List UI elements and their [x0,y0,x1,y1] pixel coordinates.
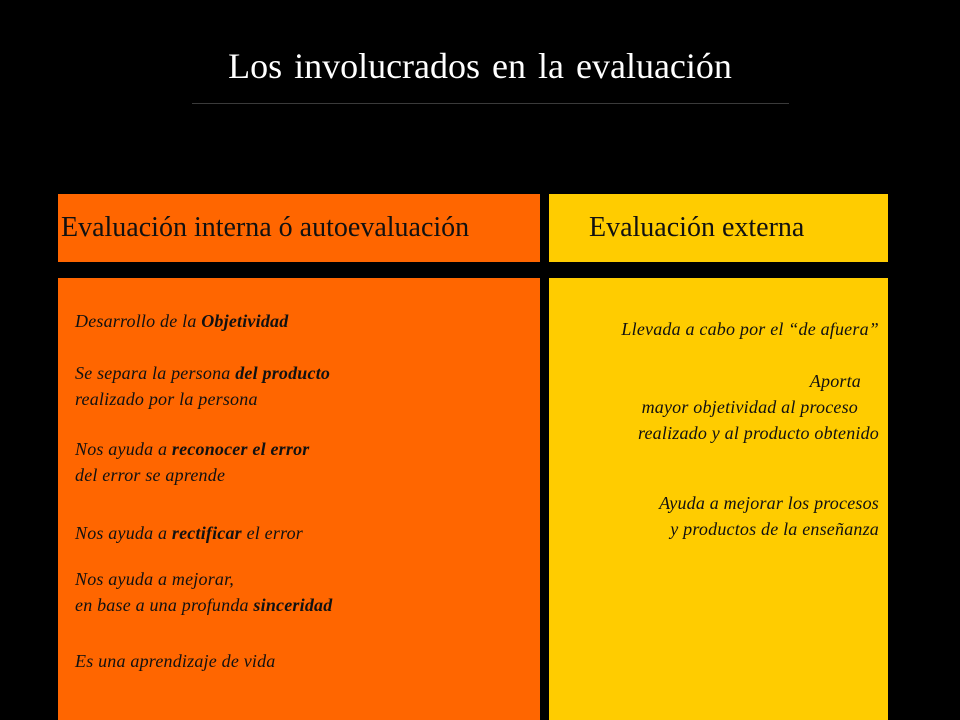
internal-evaluation-panel [58,278,540,720]
slide-title: Los involucrados en la evaluación [228,46,732,86]
title-divider [192,103,789,104]
internal-item-recognize-error: Nos ayuda a reconocer el error del error se aprende [75,439,310,485]
external-evaluation-header-label: Evaluación externa [589,212,805,243]
internal-evaluation-header [58,194,540,262]
internal-item-life-learning: Es una aprendizaje de vida [75,651,276,671]
internal-item-separate-person: Se separa la persona del producto realizado por la persona [75,363,331,409]
external-item-outsider: Llevada a cabo por el “de afuera” [621,319,879,339]
internal-item-objectivity: Desarrollo de la Objetividad [75,311,289,331]
external-item-more-objectivity: Aporta mayor objetividad al proceso realizado y al producto obtenido [637,371,879,443]
internal-item-improve-sincerity: Nos ayuda a mejorar, en base a una profunda sinceridad [75,569,333,615]
internal-item-rectify-error: Nos ayuda a rectificar el error [75,523,304,543]
external-evaluation-panel [549,278,888,720]
external-evaluation-header [549,194,888,262]
external-item-improve-processes: Ayuda a mejorar los procesos y productos de la enseñanza [659,493,879,539]
internal-evaluation-header-label: Evaluación interna ó autoevaluación [61,212,470,243]
